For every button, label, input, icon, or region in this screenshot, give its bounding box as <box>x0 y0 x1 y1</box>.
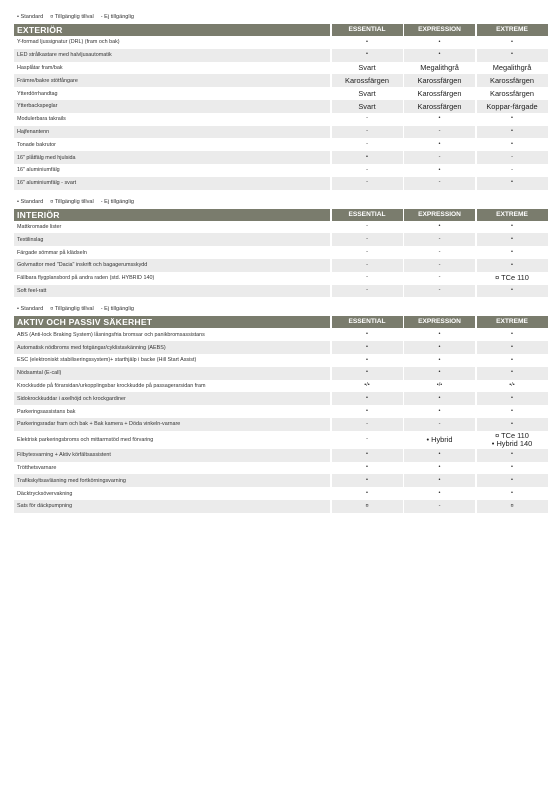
cell-expression: • <box>404 138 475 151</box>
cell-expression: • <box>404 36 475 49</box>
row-label: Textilinslag <box>14 233 330 246</box>
cell-expression: • <box>404 405 475 418</box>
section-1 <box>14 197 546 298</box>
cell-essential: - <box>332 285 403 298</box>
cell-essential: • <box>332 449 403 462</box>
column-header-expression: EXPRESSION <box>404 209 475 221</box>
cell-line: • Hybrid 140 <box>491 438 533 448</box>
row-label: Soft feel-ratt <box>14 285 330 298</box>
table-row <box>14 62 546 75</box>
cell-extreme: •/• <box>477 380 548 393</box>
section-title: AKTIV OCH PASSIV SÄKERHET <box>14 316 330 328</box>
cell-essential: - <box>332 138 403 151</box>
cell-expression: Karossfärgen <box>404 100 475 113</box>
cell-extreme: • <box>477 341 548 354</box>
cell-essential: Svart <box>332 100 403 113</box>
cell-extreme: • <box>477 177 548 190</box>
table-row <box>14 474 546 487</box>
cell-extreme: • <box>477 449 548 462</box>
column-header-essential: ESSENTIAL <box>332 316 403 328</box>
row-label: Trötthetsvarnare <box>14 462 330 475</box>
table-row <box>14 74 546 87</box>
cell-essential: - <box>332 431 403 449</box>
row-label: Sidokrockkuddar i axelhöjd och krockgardiner <box>14 392 330 405</box>
cell-essential: • <box>332 151 403 164</box>
table-row <box>14 49 546 62</box>
cell-extreme: • <box>477 246 548 259</box>
row-label: Filbytesvarning + Aktiv körfältsassistent <box>14 449 330 462</box>
cell-extreme: • <box>477 474 548 487</box>
cell-extreme: • <box>477 285 548 298</box>
cell-expression: • <box>404 221 475 234</box>
spec-sheet <box>14 12 546 520</box>
cell-essential: - <box>332 246 403 259</box>
cell-essential: • <box>332 341 403 354</box>
cell-essential: - <box>332 259 403 272</box>
cell-essential: Svart <box>332 62 403 75</box>
cell-expression: • <box>404 113 475 126</box>
row-label: Parkeringsradar fram och bak + Bak kamera + Döda vinkeln-varnare <box>14 418 330 431</box>
cell-expression: • <box>404 341 475 354</box>
cell-essential: - <box>332 233 403 246</box>
table-row <box>14 487 546 500</box>
table-row <box>14 328 546 341</box>
row-label: Mattkromade lister <box>14 221 330 234</box>
row-label: Främre/bakre stötfångare <box>14 74 330 87</box>
cell-expression: • <box>404 474 475 487</box>
row-label: Färgade sömmar på klädseln <box>14 246 330 259</box>
table-row <box>14 392 546 405</box>
cell-expression: • <box>404 354 475 367</box>
column-header-extreme: EXTREME <box>477 209 548 221</box>
cell-essential: - <box>332 164 403 177</box>
cell-extreme: • <box>477 49 548 62</box>
legend-standard: • Standard <box>17 198 44 205</box>
cell-essential: ¤ <box>332 500 403 513</box>
row-label: Fällbara flygplansbord på andra raden (std. HYBRID 140) <box>14 272 330 285</box>
cell-expression: • <box>404 49 475 62</box>
cell-expression: - <box>404 246 475 259</box>
cell-extreme: Koppar-färgade <box>477 100 548 113</box>
row-label: Sats för däckpumpning <box>14 500 330 513</box>
cell-expression: - <box>404 151 475 164</box>
row-label: ESC (elektroniskt stabiliseringssystem)+ starthjälp i backe (Hill Start Assist) <box>14 354 330 367</box>
cell-expression: Karossfärgen <box>404 87 475 100</box>
cell-essential: - <box>332 126 403 139</box>
row-label: Modulerbara takrails <box>14 113 330 126</box>
cell-extreme: - <box>477 151 548 164</box>
cell-essential: Karossfärgen <box>332 74 403 87</box>
row-label: ABS (Anti-lock Braking System) låsningsfria bromsar och panikbromsassistans <box>14 328 330 341</box>
row-label: Hajfenantenn <box>14 126 330 139</box>
table-row <box>14 405 546 418</box>
cell-extreme: • <box>477 221 548 234</box>
table-row <box>14 113 546 126</box>
table-row <box>14 177 546 190</box>
cell-expression: •/• <box>404 380 475 393</box>
row-label: Golvmattor med "Dacia" inskrift och bagagerumsskydd <box>14 259 330 272</box>
cell-extreme: • <box>477 113 548 126</box>
cell-expression: • <box>404 449 475 462</box>
section-rows <box>14 221 546 298</box>
cell-essential: • <box>332 392 403 405</box>
row-label: Ytterdörrhandtag <box>14 87 330 100</box>
cell-essential: - <box>332 177 403 190</box>
table-row <box>14 233 546 246</box>
cell-extreme: • <box>477 354 548 367</box>
cell-essential: - <box>332 418 403 431</box>
cell-essential: - <box>332 113 403 126</box>
table-row <box>14 100 546 113</box>
section-rows <box>14 328 546 512</box>
cell-extreme: Megalithgrå <box>477 62 548 75</box>
legend-standard: • Standard <box>17 306 44 313</box>
table-row <box>14 285 546 298</box>
section-2 <box>14 304 546 512</box>
cell-expression: • <box>404 487 475 500</box>
cell-expression: • <box>404 328 475 341</box>
table-row <box>14 431 546 449</box>
cell-line: ¤ TCe 110 <box>495 431 529 441</box>
cell-expression: • <box>404 367 475 380</box>
cell-extreme: Karossfärgen <box>477 87 548 100</box>
table-row <box>14 341 546 354</box>
cell-expression: - <box>404 259 475 272</box>
table-row <box>14 462 546 475</box>
column-header-expression: EXPRESSION <box>404 316 475 328</box>
section-title: EXTERIÖR <box>14 24 330 36</box>
table-row <box>14 164 546 177</box>
table-row <box>14 354 546 367</box>
table-row <box>14 259 546 272</box>
table-row <box>14 36 546 49</box>
cell-expression: - <box>404 500 475 513</box>
column-header-extreme: EXTREME <box>477 316 548 328</box>
cell-essential: • <box>332 367 403 380</box>
cell-extreme: • <box>477 328 548 341</box>
legend <box>14 12 546 23</box>
cell-essential: • <box>332 487 403 500</box>
column-header-essential: ESSENTIAL <box>332 24 403 36</box>
table-row <box>14 151 546 164</box>
row-label: Tonade bakrutor <box>14 138 330 151</box>
cell-expression: - <box>404 418 475 431</box>
cell-extreme: • <box>477 487 548 500</box>
cell-essential: - <box>332 272 403 285</box>
row-label: Krockkudde på förarsidan/urkopplingsbar krockkudde på passagerarsidan fram <box>14 380 330 393</box>
cell-expression: • <box>404 462 475 475</box>
cell-expression: - <box>404 285 475 298</box>
table-row <box>14 221 546 234</box>
row-label: Ytterbackspeglar <box>14 100 330 113</box>
cell-expression: • <box>404 392 475 405</box>
legend <box>14 197 546 208</box>
column-header-expression: EXPRESSION <box>404 24 475 36</box>
legend-optional: ¤ Tillgänglig tillval <box>50 198 94 205</box>
cell-extreme: • <box>477 126 548 139</box>
cell-expression: Megalithgrå <box>404 62 475 75</box>
legend <box>14 304 546 315</box>
cell-expression: • <box>404 164 475 177</box>
section-header <box>14 316 546 328</box>
row-label: 16" aluminiumfälg - svart <box>14 177 330 190</box>
cell-expression: - <box>404 233 475 246</box>
legend-optional: ¤ Tillgänglig tillval <box>50 306 94 313</box>
cell-extreme: ¤ TCe 110 <box>477 272 548 285</box>
cell-expression: - <box>404 177 475 190</box>
cell-extreme: • <box>477 233 548 246</box>
table-row <box>14 138 546 151</box>
section-title: INTERIÖR <box>14 209 330 221</box>
table-row <box>14 449 546 462</box>
cell-extreme: • <box>477 367 548 380</box>
row-label: Parkeringsassistans bak <box>14 405 330 418</box>
cell-extreme: - <box>477 164 548 177</box>
cell-extreme: ¤ <box>477 500 548 513</box>
cell-essential: - <box>332 221 403 234</box>
row-label: Däcktrycksövervakning <box>14 487 330 500</box>
cell-extreme: • <box>477 36 548 49</box>
table-row <box>14 500 546 513</box>
cell-essential: • <box>332 462 403 475</box>
cell-extreme: • <box>477 462 548 475</box>
cell-extreme: • <box>477 259 548 272</box>
cell-expression: • Hybrid <box>404 431 475 449</box>
cell-expression: Karossfärgen <box>404 74 475 87</box>
row-label: Hasplåtar fram/bak <box>14 62 330 75</box>
legend-optional: ¤ Tillgänglig tillval <box>50 14 94 20</box>
table-row <box>14 246 546 259</box>
legend-unavailable: - Ej tillgänglig <box>100 198 135 205</box>
row-label: 16" aluminiumfälg <box>14 164 330 177</box>
cell-essential: • <box>332 49 403 62</box>
cell-extreme: • <box>477 392 548 405</box>
row-label: Trafikskyltsavläsning med fortkörningsvarning <box>14 474 330 487</box>
cell-essential: • <box>332 405 403 418</box>
table-row <box>14 272 546 285</box>
cell-extreme: • <box>477 418 548 431</box>
row-label: Automatisk nödbroms med fotgängar/cyklistavkänning (AEBS) <box>14 341 330 354</box>
table-row <box>14 126 546 139</box>
cell-extreme: Karossfärgen <box>477 74 548 87</box>
row-label: 16" plåtfälg med hjulsida <box>14 151 330 164</box>
table-row <box>14 380 546 393</box>
cell-essential: • <box>332 36 403 49</box>
cell-expression: - <box>404 126 475 139</box>
row-label: Y-formad ljussignatur (DRL) (fram och bak) <box>14 36 330 49</box>
section-header <box>14 24 546 36</box>
legend-unavailable: - Ej tillgänglig <box>100 306 135 313</box>
cell-essential: • <box>332 328 403 341</box>
cell-extreme: • <box>477 138 548 151</box>
section-rows <box>14 36 546 190</box>
cell-essential: • <box>332 474 403 487</box>
cell-expression: - <box>404 272 475 285</box>
legend-standard: • Standard <box>17 14 44 20</box>
table-row <box>14 418 546 431</box>
row-label: LED strålkastare med halvljusautomatik <box>14 49 330 62</box>
cell-extreme: • <box>477 405 548 418</box>
section-0 <box>14 12 546 190</box>
row-label: Elektrisk parkeringsbroms och mittarmstöd med förvaring <box>14 431 330 449</box>
legend-unavailable: - Ej tillgänglig <box>100 14 135 20</box>
column-header-extreme: EXTREME <box>477 24 548 36</box>
table-row <box>14 367 546 380</box>
cell-essential: •/• <box>332 380 403 393</box>
cell-extreme <box>477 431 548 449</box>
row-label: Nödsamtal (E-call) <box>14 367 330 380</box>
table-row <box>14 87 546 100</box>
cell-essential: Svart <box>332 87 403 100</box>
section-header <box>14 209 546 221</box>
cell-essential: • <box>332 354 403 367</box>
column-header-essential: ESSENTIAL <box>332 209 403 221</box>
